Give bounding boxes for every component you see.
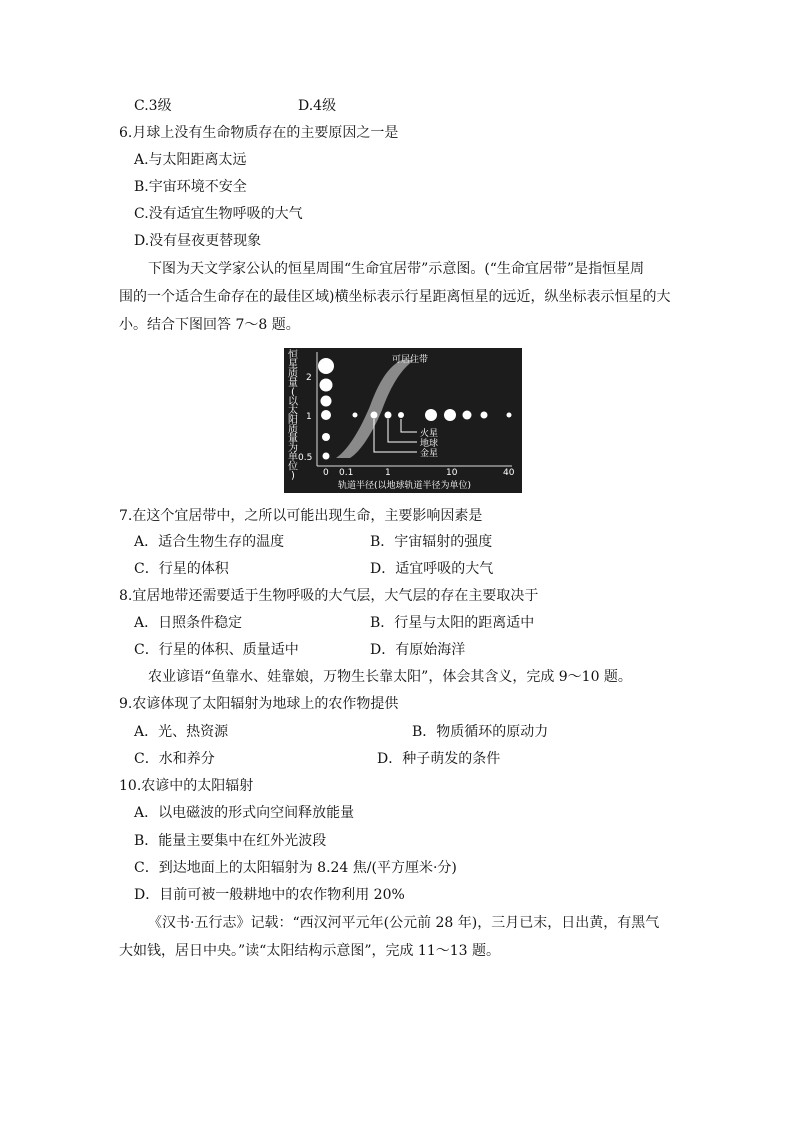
passage-habitable-line-1: 下图为天文学家公认的恒星周围“生命宜居带”示意图。(“生命宜居带”是指恒星周	[148, 261, 645, 277]
passage-habitable-line-3: 小。结合下图回答 7～8 题。	[119, 317, 300, 333]
y-axis-label-char: 星	[288, 359, 298, 371]
q10-option-a[interactable]: A．以电磁波的形式向空间释放能量	[134, 805, 355, 821]
y-axis-label-char: 太	[288, 405, 298, 417]
planet-dot	[353, 413, 358, 418]
habitable-zone-figure	[284, 348, 522, 493]
x-tick-10: 10	[446, 468, 458, 478]
q10-stem: 10.农谚中的太阳辐射	[119, 778, 254, 794]
y-tick-2: 2	[306, 373, 312, 383]
q9-option-d[interactable]: D．种子萌发的条件	[377, 751, 501, 767]
passage-sun-line-1: 《汉书·五行志》记载：“西汉河平元年(公元前 28 年)，三月已末，日出黄，有黑气	[148, 915, 660, 931]
planet-dot	[425, 409, 437, 421]
y-axis-label-char: 质	[288, 368, 298, 380]
q8-option-c[interactable]: C．行星的体积、质量适中	[134, 642, 299, 658]
y-axis-label-char: 恒	[288, 350, 298, 361]
q5-option-c[interactable]: C.3级	[134, 98, 172, 114]
q7-option-d[interactable]: D．适宜呼吸的大气	[370, 561, 494, 577]
q10-option-c[interactable]: C．到达地面上的太阳辐射为 8.24 焦/(平方厘米·分)	[134, 860, 457, 876]
q8-option-a[interactable]: A．日照条件稳定	[134, 615, 243, 631]
q9-option-b[interactable]: B．物质循环的原动力	[412, 724, 549, 740]
planet-label-mars: 火星	[420, 429, 439, 439]
y-axis-label-char: 阳	[288, 415, 298, 426]
q8-option-b[interactable]: B．行星与太阳的距离适中	[370, 615, 535, 631]
x-axis-label: 轨道半径(以地球轨道半径为单位)	[338, 481, 472, 491]
q8-stem: 8.宜居地带还需要适于生物呼吸的大气层，大气层的存在主要取决于	[119, 588, 539, 604]
planet-dot	[507, 413, 512, 418]
planet-dot-earth	[385, 412, 392, 419]
planet-label-earth: 地球	[420, 439, 439, 449]
x-tick-0-1: 0.1	[339, 468, 354, 478]
y-axis-label-char: 以	[288, 396, 298, 408]
q6-stem: 6.月球上没有生命物质存在的主要原因之一是	[119, 125, 399, 141]
planet-dot	[444, 409, 456, 421]
passage-sun-line-2: 大如钱，居日中央。”读“太阳结构示意图”，完成 11～13 题。	[119, 943, 500, 959]
passage-habitable-line-2: 围的一个适合生命存在的最佳区域)横坐标表示行星距离恒星的远近，纵坐标表示恒星的大	[119, 289, 671, 305]
star-dot	[321, 410, 331, 420]
y-axis-label-char: )	[291, 470, 295, 482]
y-tick-1: 1	[306, 412, 312, 422]
planet-dot-mars	[398, 412, 404, 418]
planet-dot-venus	[371, 412, 378, 419]
star-dot	[322, 433, 330, 441]
y-axis-label-char: 量	[288, 433, 298, 445]
q7-option-a[interactable]: A．适合生物生存的温度	[134, 534, 285, 550]
q10-option-d[interactable]: D．目前可被一般耕地中的农作物利用 20%	[134, 887, 405, 903]
q9-option-c[interactable]: C．水和养分	[134, 751, 215, 767]
y-axis-label-char: 位	[288, 461, 298, 473]
q10-option-b[interactable]: B．能量主要集中在红外光波段	[134, 833, 327, 849]
q6-option-d[interactable]: D.没有昼夜更替现象	[134, 233, 262, 249]
star-dot	[318, 358, 334, 374]
planet-dot	[481, 412, 488, 419]
planet-label-venus: 金星	[420, 449, 439, 459]
q6-option-a[interactable]: A.与太阳距离太远	[134, 152, 247, 168]
q6-option-c[interactable]: C.没有适宜生物呼吸的大气	[134, 206, 303, 222]
y-axis-label-char: 质	[288, 424, 298, 436]
star-dot	[323, 453, 330, 460]
planet-dot	[463, 411, 472, 420]
q9-stem: 9.农谚体现了太阳辐射为地球上的农作物提供	[119, 696, 399, 712]
q9-option-a[interactable]: A．光、热资源	[134, 724, 229, 740]
y-axis-label-char: 量	[288, 377, 298, 389]
x-tick-40: 40	[503, 468, 515, 478]
q7-option-c[interactable]: C．行星的体积	[134, 561, 229, 577]
q7-stem: 7.在这个宜居带中，之所以可能出现生命，主要影响因素是	[119, 508, 483, 524]
q8-option-d[interactable]: D．有原始海洋	[370, 642, 466, 658]
y-axis-label-char: 为	[288, 442, 298, 454]
star-dot	[321, 396, 332, 407]
q6-option-b[interactable]: B.宇宙环境不安全	[134, 179, 247, 195]
x-tick-1: 1	[385, 468, 391, 478]
y-tick-0-5: 0.5	[298, 453, 313, 463]
star-dot	[320, 379, 333, 392]
habitable-zone-diagram	[284, 348, 522, 493]
passage-agri: 农业谚语“鱼靠水、娃靠娘，万物生长靠太阳”，体会其含义，完成 9～10 题。	[148, 669, 632, 685]
q7-option-b[interactable]: B．宇宙辐射的强度	[370, 534, 493, 550]
x-tick-0: 0	[323, 468, 329, 478]
habitable-band-label: 可居住带	[392, 355, 429, 365]
y-axis-label-char: (	[291, 387, 295, 399]
y-axis-label-char: 单	[288, 452, 298, 464]
q5-option-d[interactable]: D.4级	[298, 98, 337, 114]
